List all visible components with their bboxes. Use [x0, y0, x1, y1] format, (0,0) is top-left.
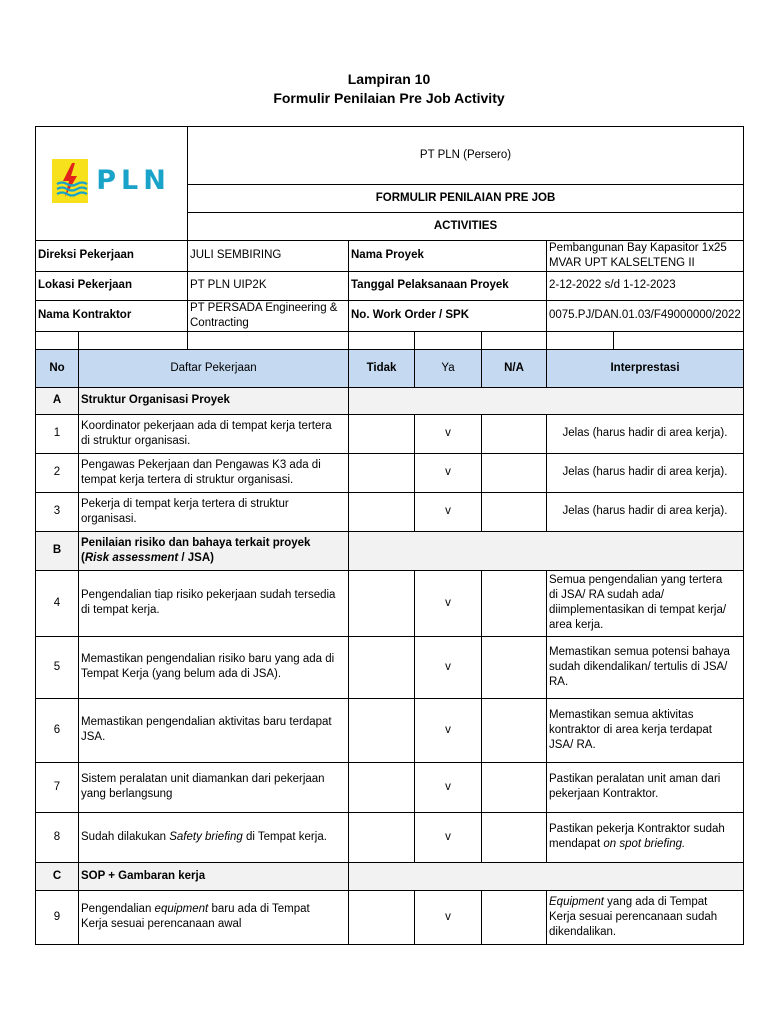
row-task: Pekerja di tempat kerja tertera di struktur organisasi.	[79, 492, 349, 531]
row-task: Pengawas Pekerjaan dan Pengawas K3 ada di tempat kerja tertera di struktur organisasi.	[79, 453, 349, 492]
row-number: 3	[36, 492, 79, 531]
col-interprestasi: Interprestasi	[547, 349, 744, 387]
spacer-row	[36, 331, 744, 349]
na-cell[interactable]	[482, 812, 547, 862]
kontraktor-label: Nama Kontraktor	[36, 300, 188, 331]
section-row-c	[36, 862, 744, 890]
row-interpretation: Memastikan semua aktivitas kontraktor di area kerja terdapat JSA/ RA.	[547, 698, 744, 762]
col-tidak: Tidak	[349, 349, 415, 387]
na-cell[interactable]	[482, 414, 547, 453]
attachment-number: Lampiran 10	[347, 71, 431, 87]
col-no: No	[36, 349, 79, 387]
row-number: 2	[36, 453, 79, 492]
row-task: Sistem peralatan unit diamankan dari pekerjaan yang berlangsung	[79, 762, 349, 812]
table-row	[36, 414, 744, 453]
section-row-a	[36, 387, 744, 414]
assessment-form-table	[35, 126, 744, 945]
table-row	[36, 636, 744, 698]
row-number: 5	[36, 636, 79, 698]
na-cell[interactable]	[482, 453, 547, 492]
row-interpretation: Pastikan pekerja Kontraktor sudah mendapat on spot briefing.	[547, 812, 744, 862]
na-cell[interactable]	[482, 698, 547, 762]
ya-cell[interactable]: v	[415, 636, 482, 698]
table-row	[36, 570, 744, 636]
work-order-label: No. Work Order / SPK	[349, 300, 547, 331]
section-row-b	[36, 531, 744, 570]
row-interpretation: Jelas (harus hadir di area kerja).	[547, 453, 744, 492]
section-code: B	[36, 531, 79, 570]
tidak-cell[interactable]	[349, 698, 415, 762]
row-number: 1	[36, 414, 79, 453]
work-order-value: 0075.PJ/DAN.01.03/F49000000/2022	[547, 300, 744, 331]
table-row	[36, 492, 744, 531]
row-interpretation: Memastikan semua potensi bahaya sudah dikendalikan/ tertulis di JSA/ RA.	[547, 636, 744, 698]
row-number: 9	[36, 890, 79, 944]
table-row	[36, 698, 744, 762]
row-task: Pengendalian tiap risiko pekerjaan sudah tersedia di tempat kerja.	[79, 570, 349, 636]
tidak-cell[interactable]	[349, 453, 415, 492]
ya-cell[interactable]: v	[415, 492, 482, 531]
na-cell[interactable]	[482, 492, 547, 531]
na-cell[interactable]	[482, 762, 547, 812]
row-task: Sudah dilakukan Safety briefing di Tempat kerja.	[79, 812, 349, 862]
document-title: Formulir Penilaian Pre Job Activity	[273, 90, 505, 106]
ya-cell[interactable]: v	[415, 570, 482, 636]
ya-cell[interactable]: v	[415, 812, 482, 862]
tanggal-label: Tanggal Pelaksanaan Proyek	[349, 271, 547, 300]
row-interpretation: Jelas (harus hadir di area kerja).	[547, 492, 744, 531]
row-number: 8	[36, 812, 79, 862]
lokasi-label: Lokasi Pekerjaan	[36, 271, 188, 300]
tidak-cell[interactable]	[349, 570, 415, 636]
row-interpretation: Pastikan peralatan unit aman dari pekerjaan Kontraktor.	[547, 762, 744, 812]
na-cell[interactable]	[482, 636, 547, 698]
pln-logo	[52, 159, 171, 203]
ya-cell[interactable]: v	[415, 453, 482, 492]
tidak-cell[interactable]	[349, 762, 415, 812]
row-task: Koordinator pekerjaan ada di tempat kerja tertera di struktur organisasi.	[79, 414, 349, 453]
proyek-label: Nama Proyek	[349, 241, 547, 272]
section-code: C	[36, 862, 79, 890]
direksi-label: Direksi Pekerjaan	[36, 241, 188, 272]
lightning-bolt-icon	[52, 159, 88, 203]
row-interpretation: Semua pengendalian yang tertera di JSA/ RA sudah ada/ diimplementasikan di tempat kerja/ area kerja.	[547, 570, 744, 636]
table-row	[36, 453, 744, 492]
table-row	[36, 762, 744, 812]
section-title: SOP + Gambaran kerja	[79, 862, 349, 890]
kontraktor-value: PT PERSADA Engineering & Contracting	[188, 300, 349, 331]
row-interpretation: Jelas (harus hadir di area kerja).	[547, 414, 744, 453]
column-header-row	[36, 349, 744, 387]
tidak-cell[interactable]	[349, 890, 415, 944]
col-daftar: Daftar Pekerjaan	[79, 349, 349, 387]
table-row	[36, 812, 744, 862]
na-cell[interactable]	[482, 890, 547, 944]
col-ya: Ya	[415, 349, 482, 387]
tidak-cell[interactable]	[349, 492, 415, 531]
proyek-value: Pembangunan Bay Kapasitor 1x25 MVAR UPT KALSELTENG II	[547, 241, 744, 272]
row-task: Memastikan pengendalian risiko baru yang ada di Tempat Kerja (yang belum ada di JSA).	[79, 636, 349, 698]
form-title-line1: FORMULIR PENILAIAN PRE JOB	[188, 185, 744, 213]
row-interpretation: Equipment yang ada di Tempat Kerja sesuai perencanaan sudah dikendalikan.	[547, 890, 744, 944]
company-name: PT PLN (Persero)	[188, 127, 744, 185]
ya-cell[interactable]: v	[415, 414, 482, 453]
ya-cell[interactable]: v	[415, 698, 482, 762]
logo-text: PLN	[96, 165, 171, 197]
row-task: Pengendalian equipment baru ada di Tempat Kerja sesuai perencanaan awal	[79, 890, 349, 944]
ya-cell[interactable]: v	[415, 762, 482, 812]
row-number: 7	[36, 762, 79, 812]
row-number: 6	[36, 698, 79, 762]
table-row	[36, 890, 744, 944]
section-title: Struktur Organisasi Proyek	[79, 387, 349, 414]
tanggal-value: 2-12-2022 s/d 1-12-2023	[547, 271, 744, 300]
ya-cell[interactable]: v	[415, 890, 482, 944]
row-number: 4	[36, 570, 79, 636]
row-task: Memastikan pengendalian aktivitas baru terdapat JSA.	[79, 698, 349, 762]
direksi-value: JULI SEMBIRING	[188, 241, 349, 272]
col-na: N/A	[482, 349, 547, 387]
na-cell[interactable]	[482, 570, 547, 636]
section-code: A	[36, 387, 79, 414]
tidak-cell[interactable]	[349, 636, 415, 698]
lokasi-value: PT PLN UIP2K	[188, 271, 349, 300]
tidak-cell[interactable]	[349, 414, 415, 453]
logo-cell	[36, 127, 188, 241]
form-title-line2: ACTIVITIES	[188, 213, 744, 241]
section-title: Penilaian risiko dan bahaya terkait proyek (Risk assessment / JSA)	[79, 531, 349, 570]
tidak-cell[interactable]	[349, 812, 415, 862]
